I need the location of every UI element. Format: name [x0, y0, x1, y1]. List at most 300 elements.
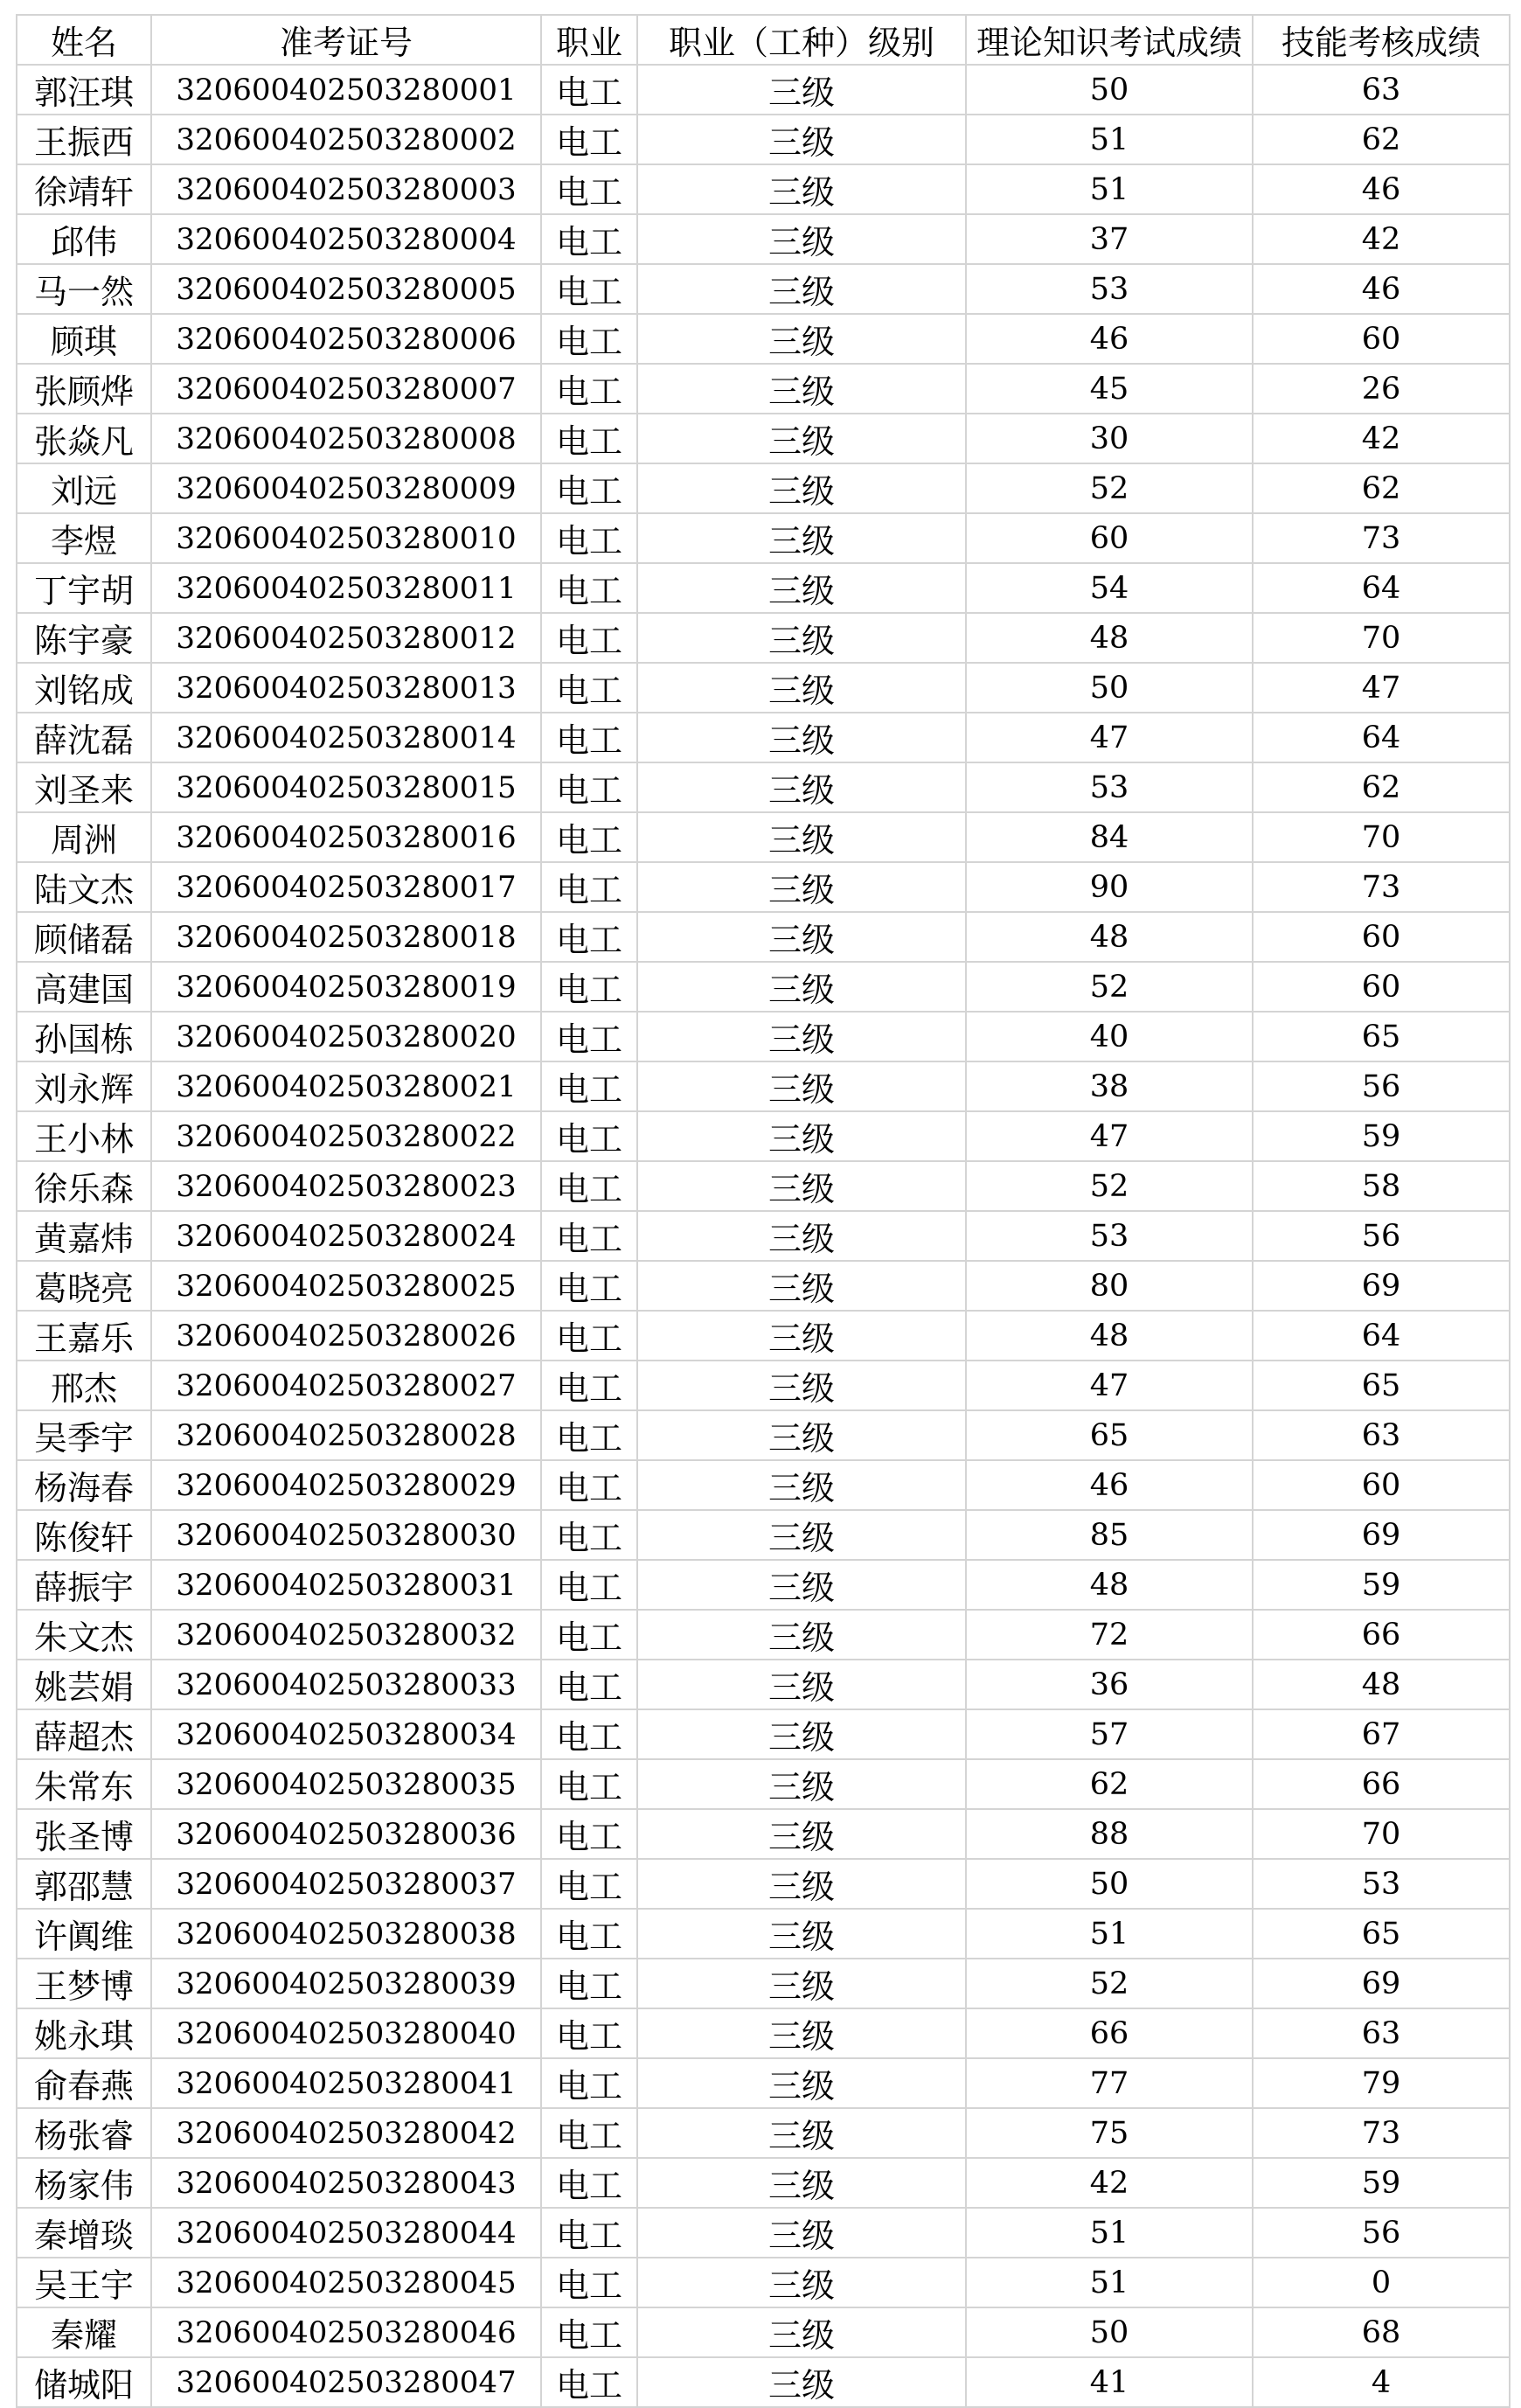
table-row	[17, 663, 1510, 713]
occupation-cell: 电工	[541, 463, 637, 513]
occupation-cell: 电工	[541, 115, 637, 164]
name-cell: 陆文杰	[17, 862, 151, 912]
level-cell: 三级	[637, 663, 966, 713]
occupation-cell: 电工	[541, 314, 637, 364]
skill-score-cell: 69	[1253, 1261, 1510, 1311]
occupation-cell: 电工	[541, 1959, 637, 2008]
name-cell: 薛沈磊	[17, 713, 151, 762]
theory-score-cell: 38	[966, 1061, 1253, 1111]
theory-score-cell: 85	[966, 1510, 1253, 1560]
ticket-number-cell: 320600402503280016	[151, 812, 541, 862]
skill-score-cell: 62	[1253, 463, 1510, 513]
skill-score-cell: 67	[1253, 1709, 1510, 1759]
table-row	[17, 1012, 1510, 1061]
table-row	[17, 2058, 1510, 2108]
occupation-cell: 电工	[541, 2158, 637, 2208]
skill-score-cell: 63	[1253, 65, 1510, 115]
skill-score-cell: 66	[1253, 1759, 1510, 1809]
occupation-cell: 电工	[541, 1809, 637, 1859]
name-cell: 薛振宇	[17, 1560, 151, 1610]
theory-score-cell: 36	[966, 1660, 1253, 1709]
ticket-number-cell: 320600402503280023	[151, 1161, 541, 1211]
occupation-cell: 电工	[541, 214, 637, 264]
level-cell: 三级	[637, 1660, 966, 1709]
ticket-number-cell: 320600402503280035	[151, 1759, 541, 1809]
skill-score-cell: 53	[1253, 1859, 1510, 1909]
theory-score-cell: 80	[966, 1261, 1253, 1311]
theory-score-cell: 46	[966, 1460, 1253, 1510]
name-cell: 郭邵慧	[17, 1859, 151, 1909]
skill-score-cell: 65	[1253, 1361, 1510, 1410]
theory-score-cell: 48	[966, 1560, 1253, 1610]
occupation-cell: 电工	[541, 65, 637, 115]
table-row	[17, 2158, 1510, 2208]
theory-score-cell: 50	[966, 663, 1253, 713]
theory-score-cell: 57	[966, 1709, 1253, 1759]
skill-score-cell: 64	[1253, 713, 1510, 762]
occupation-cell: 电工	[541, 962, 637, 1012]
theory-score-cell: 51	[966, 2208, 1253, 2258]
name-cell: 姚永琪	[17, 2008, 151, 2058]
level-cell: 三级	[637, 1859, 966, 1909]
theory-score-cell: 45	[966, 364, 1253, 414]
occupation-cell: 电工	[541, 713, 637, 762]
skill-score-cell: 65	[1253, 1909, 1510, 1959]
ticket-number-cell: 320600402503280040	[151, 2008, 541, 2058]
occupation-cell: 电工	[541, 1560, 637, 1610]
table-row	[17, 314, 1510, 364]
theory-score-cell: 75	[966, 2108, 1253, 2158]
theory-score-cell: 53	[966, 762, 1253, 812]
ticket-number-cell: 320600402503280025	[151, 1261, 541, 1311]
name-cell: 王小林	[17, 1111, 151, 1161]
occupation-cell: 电工	[541, 2008, 637, 2058]
ticket-number-cell: 320600402503280045	[151, 2258, 541, 2307]
name-cell: 王梦博	[17, 1959, 151, 2008]
occupation-cell: 电工	[541, 1909, 637, 1959]
table-row	[17, 812, 1510, 862]
theory-score-cell: 66	[966, 2008, 1253, 2058]
name-cell: 朱常东	[17, 1759, 151, 1809]
occupation-cell: 电工	[541, 1859, 637, 1909]
table-row	[17, 364, 1510, 414]
level-cell: 三级	[637, 2058, 966, 2108]
header-ticket-number: 准考证号	[151, 15, 541, 65]
occupation-cell: 电工	[541, 1311, 637, 1361]
ticket-number-cell: 320600402503280005	[151, 264, 541, 314]
occupation-cell: 电工	[541, 2307, 637, 2357]
name-cell: 顾储磊	[17, 912, 151, 962]
level-cell: 三级	[637, 1510, 966, 1560]
level-cell: 三级	[637, 214, 966, 264]
occupation-cell: 电工	[541, 563, 637, 613]
table-row	[17, 613, 1510, 663]
name-cell: 葛晓亮	[17, 1261, 151, 1311]
ticket-number-cell: 320600402503280032	[151, 1610, 541, 1660]
theory-score-cell: 77	[966, 2058, 1253, 2108]
table-row	[17, 65, 1510, 115]
name-cell: 孙国栋	[17, 1012, 151, 1061]
skill-score-cell: 58	[1253, 1161, 1510, 1211]
occupation-cell: 电工	[541, 364, 637, 414]
table-row	[17, 1809, 1510, 1859]
ticket-number-cell: 320600402503280037	[151, 1859, 541, 1909]
table-row	[17, 1709, 1510, 1759]
skill-score-cell: 60	[1253, 314, 1510, 364]
ticket-number-cell: 320600402503280006	[151, 314, 541, 364]
level-cell: 三级	[637, 2258, 966, 2307]
ticket-number-cell: 320600402503280043	[151, 2158, 541, 2208]
name-cell: 朱文杰	[17, 1610, 151, 1660]
theory-score-cell: 37	[966, 214, 1253, 264]
skill-score-cell: 64	[1253, 1311, 1510, 1361]
theory-score-cell: 50	[966, 65, 1253, 115]
header-theory-score: 理论知识考试成绩	[966, 15, 1253, 65]
skill-score-cell: 70	[1253, 613, 1510, 663]
skill-score-cell: 60	[1253, 912, 1510, 962]
table-row	[17, 2307, 1510, 2357]
occupation-cell: 电工	[541, 2357, 637, 2407]
table-row	[17, 762, 1510, 812]
theory-score-cell: 88	[966, 1809, 1253, 1859]
name-cell: 顾琪	[17, 314, 151, 364]
ticket-number-cell: 320600402503280004	[151, 214, 541, 264]
level-cell: 三级	[637, 1809, 966, 1859]
ticket-number-cell: 320600402503280011	[151, 563, 541, 613]
ticket-number-cell: 320600402503280008	[151, 414, 541, 463]
occupation-cell: 电工	[541, 663, 637, 713]
theory-score-cell: 50	[966, 2307, 1253, 2357]
ticket-number-cell: 320600402503280028	[151, 1410, 541, 1460]
skill-score-cell: 62	[1253, 762, 1510, 812]
level-cell: 三级	[637, 1012, 966, 1061]
skill-score-cell: 69	[1253, 1510, 1510, 1560]
name-cell: 黄嘉炜	[17, 1211, 151, 1261]
name-cell: 周洲	[17, 812, 151, 862]
name-cell: 刘永辉	[17, 1061, 151, 1111]
name-cell: 徐乐森	[17, 1161, 151, 1211]
theory-score-cell: 47	[966, 1111, 1253, 1161]
ticket-number-cell: 320600402503280012	[151, 613, 541, 663]
ticket-number-cell: 320600402503280039	[151, 1959, 541, 2008]
level-cell: 三级	[637, 463, 966, 513]
level-cell: 三级	[637, 1361, 966, 1410]
table-row	[17, 2357, 1510, 2407]
ticket-number-cell: 320600402503280027	[151, 1361, 541, 1410]
ticket-number-cell: 320600402503280042	[151, 2108, 541, 2158]
table-row	[17, 463, 1510, 513]
table-row	[17, 1460, 1510, 1510]
theory-score-cell: 50	[966, 1859, 1253, 1909]
header-level: 职业（工种）级别	[637, 15, 966, 65]
theory-score-cell: 47	[966, 713, 1253, 762]
occupation-cell: 电工	[541, 1012, 637, 1061]
occupation-cell: 电工	[541, 513, 637, 563]
ticket-number-cell: 320600402503280026	[151, 1311, 541, 1361]
theory-score-cell: 53	[966, 1211, 1253, 1261]
level-cell: 三级	[637, 1410, 966, 1460]
level-cell: 三级	[637, 1709, 966, 1759]
occupation-cell: 电工	[541, 1261, 637, 1311]
level-cell: 三级	[637, 2208, 966, 2258]
ticket-number-cell: 320600402503280020	[151, 1012, 541, 1061]
table-row	[17, 1161, 1510, 1211]
level-cell: 三级	[637, 115, 966, 164]
ticket-number-cell: 320600402503280013	[151, 663, 541, 713]
skill-score-cell: 59	[1253, 2158, 1510, 2208]
table-row	[17, 1610, 1510, 1660]
skill-score-cell: 66	[1253, 1610, 1510, 1660]
header-name: 姓名	[17, 15, 151, 65]
theory-score-cell: 65	[966, 1410, 1253, 1460]
level-cell: 三级	[637, 713, 966, 762]
table-row	[17, 1211, 1510, 1261]
theory-score-cell: 47	[966, 1361, 1253, 1410]
ticket-number-cell: 320600402503280033	[151, 1660, 541, 1709]
skill-score-cell: 47	[1253, 663, 1510, 713]
table-row	[17, 1261, 1510, 1311]
table-row	[17, 414, 1510, 463]
name-cell: 刘远	[17, 463, 151, 513]
level-cell: 三级	[637, 314, 966, 364]
ticket-number-cell: 320600402503280019	[151, 962, 541, 1012]
ticket-number-cell: 320600402503280001	[151, 65, 541, 115]
skill-score-cell: 26	[1253, 364, 1510, 414]
table-row	[17, 2258, 1510, 2307]
name-cell: 丁宇胡	[17, 563, 151, 613]
occupation-cell: 电工	[541, 1211, 637, 1261]
occupation-cell: 电工	[541, 1161, 637, 1211]
level-cell: 三级	[637, 2307, 966, 2357]
level-cell: 三级	[637, 65, 966, 115]
name-cell: 吴季宇	[17, 1410, 151, 1460]
table-row	[17, 513, 1510, 563]
table-row	[17, 713, 1510, 762]
table-row	[17, 2108, 1510, 2158]
level-cell: 三级	[637, 1211, 966, 1261]
level-cell: 三级	[637, 762, 966, 812]
theory-score-cell: 48	[966, 613, 1253, 663]
theory-score-cell: 90	[966, 862, 1253, 912]
skill-score-cell: 65	[1253, 1012, 1510, 1061]
ticket-number-cell: 320600402503280007	[151, 364, 541, 414]
score-table	[16, 14, 1511, 2408]
table-row	[17, 1061, 1510, 1111]
ticket-number-cell: 320600402503280015	[151, 762, 541, 812]
level-cell: 三级	[637, 1311, 966, 1361]
name-cell: 刘圣来	[17, 762, 151, 812]
occupation-cell: 电工	[541, 1061, 637, 1111]
name-cell: 陈俊轩	[17, 1510, 151, 1560]
level-cell: 三级	[637, 1161, 966, 1211]
level-cell: 三级	[637, 912, 966, 962]
level-cell: 三级	[637, 1111, 966, 1161]
occupation-cell: 电工	[541, 1610, 637, 1660]
occupation-cell: 电工	[541, 2108, 637, 2158]
level-cell: 三级	[637, 2008, 966, 2058]
skill-score-cell: 73	[1253, 2108, 1510, 2158]
name-cell: 王嘉乐	[17, 1311, 151, 1361]
table-row	[17, 563, 1510, 613]
skill-score-cell: 68	[1253, 2307, 1510, 2357]
theory-score-cell: 51	[966, 115, 1253, 164]
skill-score-cell: 4	[1253, 2357, 1510, 2407]
theory-score-cell: 84	[966, 812, 1253, 862]
occupation-cell: 电工	[541, 1660, 637, 1709]
table-row	[17, 912, 1510, 962]
name-cell: 储城阳	[17, 2357, 151, 2407]
table-row	[17, 1410, 1510, 1460]
skill-score-cell: 60	[1253, 962, 1510, 1012]
skill-score-cell: 70	[1253, 812, 1510, 862]
skill-score-cell: 62	[1253, 115, 1510, 164]
ticket-number-cell: 320600402503280024	[151, 1211, 541, 1261]
ticket-number-cell: 320600402503280010	[151, 513, 541, 563]
level-cell: 三级	[637, 513, 966, 563]
occupation-cell: 电工	[541, 2258, 637, 2307]
table-row	[17, 1959, 1510, 2008]
name-cell: 张圣博	[17, 1809, 151, 1859]
occupation-cell: 电工	[541, 912, 637, 962]
level-cell: 三级	[637, 1759, 966, 1809]
header-row	[17, 15, 1510, 65]
occupation-cell: 电工	[541, 2058, 637, 2108]
occupation-cell: 电工	[541, 264, 637, 314]
name-cell: 张顾烨	[17, 364, 151, 414]
occupation-cell: 电工	[541, 1510, 637, 1560]
theory-score-cell: 42	[966, 2158, 1253, 2208]
level-cell: 三级	[637, 264, 966, 314]
occupation-cell: 电工	[541, 2208, 637, 2258]
skill-score-cell: 63	[1253, 2008, 1510, 2058]
table-row	[17, 1660, 1510, 1709]
level-cell: 三级	[637, 1261, 966, 1311]
ticket-number-cell: 320600402503280041	[151, 2058, 541, 2108]
ticket-number-cell: 320600402503280009	[151, 463, 541, 513]
skill-score-cell: 73	[1253, 513, 1510, 563]
table-row	[17, 1560, 1510, 1610]
ticket-number-cell: 320600402503280031	[151, 1560, 541, 1610]
name-cell: 徐靖轩	[17, 164, 151, 214]
skill-score-cell: 59	[1253, 1111, 1510, 1161]
level-cell: 三级	[637, 862, 966, 912]
level-cell: 三级	[637, 364, 966, 414]
theory-score-cell: 51	[966, 164, 1253, 214]
level-cell: 三级	[637, 613, 966, 663]
ticket-number-cell: 320600402503280003	[151, 164, 541, 214]
ticket-number-cell: 320600402503280002	[151, 115, 541, 164]
level-cell: 三级	[637, 1610, 966, 1660]
ticket-number-cell: 320600402503280030	[151, 1510, 541, 1560]
skill-score-cell: 60	[1253, 1460, 1510, 1510]
occupation-cell: 电工	[541, 164, 637, 214]
table-row	[17, 2008, 1510, 2058]
theory-score-cell: 62	[966, 1759, 1253, 1809]
skill-score-cell: 73	[1253, 862, 1510, 912]
ticket-number-cell: 320600402503280044	[151, 2208, 541, 2258]
theory-score-cell: 52	[966, 1161, 1253, 1211]
theory-score-cell: 48	[966, 912, 1253, 962]
ticket-number-cell: 320600402503280034	[151, 1709, 541, 1759]
occupation-cell: 电工	[541, 812, 637, 862]
name-cell: 郭汪琪	[17, 65, 151, 115]
level-cell: 三级	[637, 2158, 966, 2208]
skill-score-cell: 59	[1253, 1560, 1510, 1610]
skill-score-cell: 46	[1253, 164, 1510, 214]
skill-score-cell: 56	[1253, 2208, 1510, 2258]
table-row	[17, 264, 1510, 314]
ticket-number-cell: 320600402503280021	[151, 1061, 541, 1111]
skill-score-cell: 42	[1253, 214, 1510, 264]
theory-score-cell: 52	[966, 962, 1253, 1012]
ticket-number-cell: 320600402503280038	[151, 1909, 541, 1959]
table-row	[17, 1361, 1510, 1410]
theory-score-cell: 53	[966, 264, 1253, 314]
name-cell: 秦增琰	[17, 2208, 151, 2258]
ticket-number-cell: 320600402503280022	[151, 1111, 541, 1161]
level-cell: 三级	[637, 164, 966, 214]
occupation-cell: 电工	[541, 613, 637, 663]
level-cell: 三级	[637, 1959, 966, 2008]
table-row	[17, 164, 1510, 214]
skill-score-cell: 56	[1253, 1061, 1510, 1111]
table-row	[17, 214, 1510, 264]
name-cell: 邢杰	[17, 1361, 151, 1410]
occupation-cell: 电工	[541, 1759, 637, 1809]
level-cell: 三级	[637, 1061, 966, 1111]
skill-score-cell: 46	[1253, 264, 1510, 314]
ticket-number-cell: 320600402503280036	[151, 1809, 541, 1859]
occupation-cell: 电工	[541, 1460, 637, 1510]
table-row	[17, 962, 1510, 1012]
occupation-cell: 电工	[541, 1111, 637, 1161]
name-cell: 许阗维	[17, 1909, 151, 1959]
name-cell: 张焱凡	[17, 414, 151, 463]
ticket-number-cell: 320600402503280047	[151, 2357, 541, 2407]
theory-score-cell: 52	[966, 463, 1253, 513]
theory-score-cell: 46	[966, 314, 1253, 364]
level-cell: 三级	[637, 1909, 966, 1959]
name-cell: 邱伟	[17, 214, 151, 264]
name-cell: 王振西	[17, 115, 151, 164]
occupation-cell: 电工	[541, 762, 637, 812]
table-row	[17, 1510, 1510, 1560]
occupation-cell: 电工	[541, 1709, 637, 1759]
occupation-cell: 电工	[541, 1410, 637, 1460]
name-cell: 高建国	[17, 962, 151, 1012]
name-cell: 李煜	[17, 513, 151, 563]
ticket-number-cell: 320600402503280029	[151, 1460, 541, 1510]
table-row	[17, 862, 1510, 912]
skill-score-cell: 70	[1253, 1809, 1510, 1859]
skill-score-cell: 48	[1253, 1660, 1510, 1709]
name-cell: 杨张睿	[17, 2108, 151, 2158]
skill-score-cell: 42	[1253, 414, 1510, 463]
name-cell: 杨家伟	[17, 2158, 151, 2208]
skill-score-cell: 63	[1253, 1410, 1510, 1460]
name-cell: 薛超杰	[17, 1709, 151, 1759]
table-row	[17, 1859, 1510, 1909]
table-row	[17, 1311, 1510, 1361]
skill-score-cell: 0	[1253, 2258, 1510, 2307]
name-cell: 杨海春	[17, 1460, 151, 1510]
theory-score-cell: 51	[966, 2258, 1253, 2307]
theory-score-cell: 52	[966, 1959, 1253, 2008]
level-cell: 三级	[637, 563, 966, 613]
occupation-cell: 电工	[541, 862, 637, 912]
name-cell: 姚芸娟	[17, 1660, 151, 1709]
skill-score-cell: 64	[1253, 563, 1510, 613]
